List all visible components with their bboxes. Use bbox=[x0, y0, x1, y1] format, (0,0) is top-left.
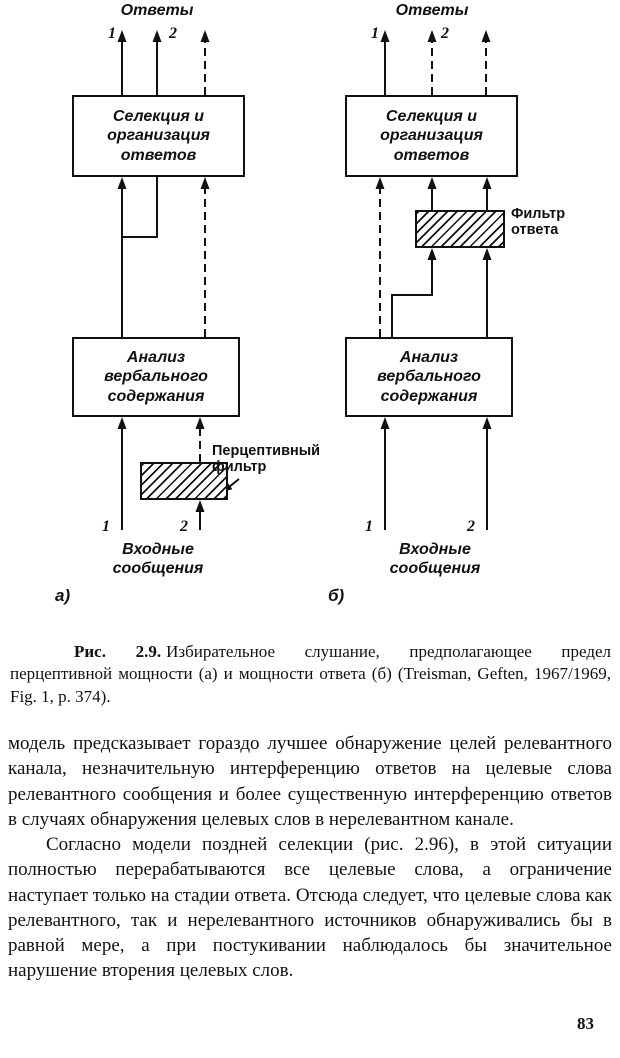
arrow-b-input-2 bbox=[483, 417, 492, 530]
selection-box-label-a: Селекция и организация ответов bbox=[107, 107, 210, 164]
selection-box-b bbox=[345, 95, 518, 177]
arrow-a-response-1 bbox=[118, 30, 127, 95]
arrow-b-response-1 bbox=[381, 30, 390, 95]
response-filter-label-b: Фильтр ответа bbox=[511, 206, 566, 239]
arrow-b-response-3-dashed bbox=[482, 30, 491, 95]
input-number-2-a: 2 bbox=[180, 518, 188, 535]
arrow-b-filter-to-selection-1 bbox=[428, 177, 437, 210]
input-number-1-a: 1 bbox=[102, 518, 110, 535]
analysis-box-a bbox=[72, 337, 240, 417]
figure-caption bbox=[10, 641, 611, 708]
responses-label-b: Ответы bbox=[395, 2, 469, 19]
perceptual-filter-label-a: Перцептивный фильтр bbox=[212, 443, 321, 476]
caption-text: Избирательное слушание, предполагающее предел перцептивной мощности (а) и мощности ответа (б) (Treisman, Geften, 1967/1969, Fig. 1, p. 374). bbox=[10, 642, 612, 706]
selection-box-a bbox=[72, 95, 245, 177]
arrow-a-analysis-to-selection-2-dashed bbox=[201, 177, 210, 337]
arrow-b-input-1 bbox=[381, 417, 390, 530]
response-filter-box-b bbox=[415, 210, 505, 248]
input-number-2-b: 2 bbox=[467, 518, 475, 535]
response-number-1-b: 1 bbox=[371, 25, 379, 42]
arrow-b-response-2-dashed bbox=[428, 30, 437, 95]
response-number-1-a: 1 bbox=[108, 25, 116, 42]
arrow-a-input-1 bbox=[118, 417, 127, 530]
arrow-b-filter-to-selection-2 bbox=[483, 177, 492, 210]
arrow-a-response-2 bbox=[153, 30, 162, 95]
selection-box-label-b: Селекция и организация ответов bbox=[380, 107, 483, 164]
arrow-a-filter-to-analysis-dashed bbox=[196, 417, 205, 462]
caption-lead: Рис. 2.9. bbox=[74, 642, 162, 661]
input-number-1-b: 1 bbox=[365, 518, 373, 535]
page-number: 83 bbox=[577, 1014, 594, 1033]
diagram-tag-a: а) bbox=[55, 586, 71, 605]
arrow-a-input-2-to-filter bbox=[196, 500, 205, 530]
response-number-2-a: 2 bbox=[169, 25, 177, 42]
body-paragraph-1: модель предсказывает гораздо лучшее обнаружение целей релевантного канала, незначительную интерференцию ответов на целевые слова релевантного сообщения и более существенную интерференцию ответов в случаях обнаружения целевых слов в нерелевантном канале. bbox=[8, 733, 612, 830]
analysis-box-label-b: Анализ вербального содержания bbox=[377, 348, 481, 405]
arrow-a-analysis-to-selection-1 bbox=[118, 177, 127, 337]
inputs-label-a: Входные сообщения bbox=[112, 541, 204, 577]
body-text bbox=[8, 731, 612, 984]
inputs-label-b: Входные сообщения bbox=[389, 541, 481, 577]
body-paragraph-2: Согласно модели поздней селекции (рис. 2.96), в этой ситуации полностью перерабатываются все целевые слова, а ограничение наступает только на стадии ответа. Отсюда следует, что целевые слова как релевантного, так и нерелевантного источников обнаруживались бы в равной мере, а при постукивании наблюдалось бы значительное нарушение вторения целевых слов. bbox=[8, 834, 612, 982]
connector-a-selection-branch bbox=[122, 177, 157, 237]
analysis-box-b bbox=[345, 337, 513, 417]
arrow-b-analysis-to-filter-bent bbox=[392, 248, 437, 337]
response-number-2-b: 2 bbox=[441, 25, 449, 42]
analysis-box-label-a: Анализ вербального содержания bbox=[104, 348, 208, 405]
arrow-b-analysis-to-filter-2 bbox=[483, 248, 492, 337]
responses-label-a: Ответы bbox=[120, 2, 194, 19]
arrow-b-analysis-to-selection-dashed bbox=[376, 177, 385, 337]
diagram-tag-b: б) bbox=[328, 586, 345, 605]
arrow-a-response-3-dashed bbox=[201, 30, 210, 95]
